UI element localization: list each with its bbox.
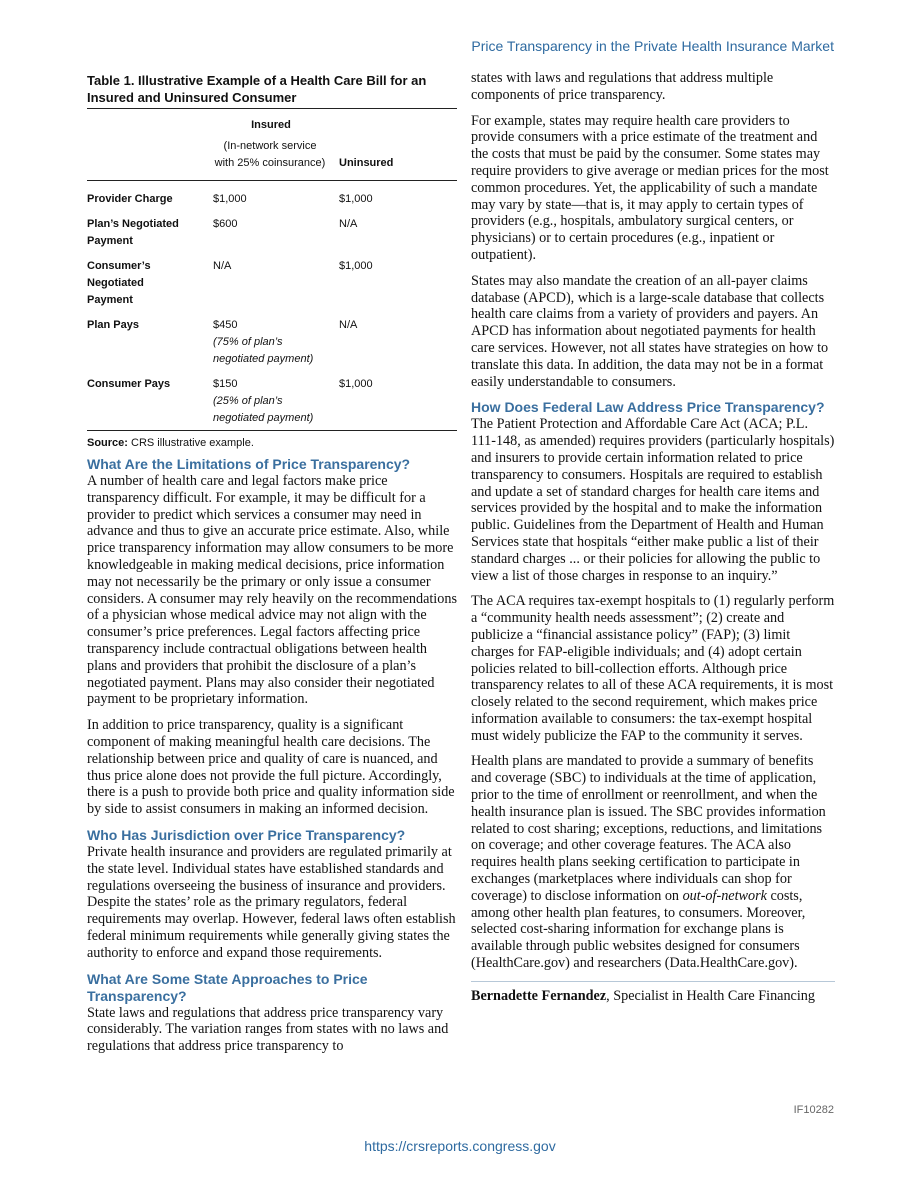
footer-url[interactable]: https://crsreports.congress.gov (364, 1138, 556, 1154)
heading-state-approaches: What Are Some State Approaches to Price Transparency? (87, 970, 368, 1004)
table-title: Table 1. Illustrative Example of a Health Care Bill for an Insured and Uninsured Consumer (87, 72, 457, 109)
document-id: IF10282 (793, 1104, 834, 1116)
author-signature: Bernadette Fernandez, Specialist in Health Care Financing (471, 987, 815, 1004)
table-row: Consumer’s Negotiated Payment N/A $1,000 (87, 260, 373, 306)
bill-table (87, 109, 457, 431)
table-source: Source: CRS illustrative example. (87, 437, 254, 449)
paragraph: Health plans are mandated to provide a summary of benefits and coverage (SBC) to individuals at the time of application, prior to the time of enrollment or reenrollment, and when the health insurance plan is issued. The SBC provides information related to cost sharing; exceptions, reductions, and limitations on coverage; and other coverage features. The ACA also requires health plans seeking certification to participate in exchanges (marketplaces where individuals can shop for coverage) to disclose information on out-of-network costs, among other health plan features, to consumers. Moreover, selected cost-sharing information for exchange plans is available through public websites designed for consumers (HealthCare.gov) and researchers (Data.HealthCare.gov). (471, 753, 826, 972)
paragraph: States may also mandate the creation of an all-payer claims database (APCD), which is a large-scale database that collects health care claims from a variety of providers and payers. An APCD has information about negotiated payments for health care services. However, not all states have strategies on how to translate this data. In addition, the data may not be in a format easily understandable to consumers. (471, 272, 829, 390)
paragraph: State laws and regulations that address price transparency vary considerably. The variation ranges from states with no laws and regulations that address price transparency to (87, 1004, 449, 1055)
table-row: Provider Charge $1,000 $1,000 (87, 193, 373, 205)
table-row: Plan Pays $450 (75% of plan’s negotiated payment) N/A (87, 319, 358, 365)
heading-limitations: What Are the Limitations of Price Transparency? (87, 456, 411, 472)
left-column (87, 70, 457, 1064)
paragraph: A number of health care and legal factors make price transparency difficult. For example, it may be difficult for a provider to predict which services a consumer may need in advance and thus to give an accurate price estimate. Also, while price transparency information may allow consumers to be more knowledgeable in making medical decisions, price information may not necessarily be the primary or only issue a consumer considers. A consumer may rely heavily on the recommendations of a physician whose medical advice may not align with the consumer’s price preferences. Legal factors affecting price transparency include contractual obligations between health plans and providers that prohibit the disclosure of a plan’s negotiated payment. Plans may also consider their negotiated payment to be proprietary information. (87, 473, 457, 708)
running-header: Price Transparency in the Private Health Insurance Market (471, 38, 834, 54)
col-header-insured-note: (In-network service with 25% coinsurance) (214, 140, 326, 169)
col-header-insured: Insured (251, 119, 291, 131)
paragraph: The Patient Protection and Affordable Care Act (ACA; P.L. 111-148, as amended) requires providers (particularly hospitals) and insurers to provide certain information related to price transparency to consumers. Hospitals are required to establish and update a set of standard charges for health care items and services provided by the hospital and to make the information public. Guidelines from the Department of Health and Human Services state that hospitals “either make public a list of their standard charges ... or their policies for allowing the public to view a list of those charges in response to an inquiry.” (471, 416, 835, 584)
paragraph: The ACA requires tax-exempt hospitals to (1) regularly perform a “community health needs assessment”; (2) create and publicize a “financial assistance policy” (FAP); (3) limit charges for FAP-eligible individuals; and (4) adopt certain policies related to bill-collection efforts. Although price transparency relates to all of these ACA requirements, it is most closely related to the second requirement, which makes price information available to consumers: the tax-exempt hospital must widely publicize the FAP to the community it serves. (471, 593, 835, 744)
table-row: Plan’s Negotiated Payment $600 N/A (87, 218, 358, 247)
table-row: Consumer Pays $150 (25% of plan’s negotiated payment) $1,000 (87, 378, 373, 424)
paragraph: In addition to price transparency, quality is a significant component of making meaningful health care decisions. The relationship between price and quality of care is nuanced, and thus price alone does not provide the full picture. Accordingly, there is a push to provide both price and quality information side by side to assist consumers in making an informed decision. (87, 717, 455, 818)
right-column (471, 70, 835, 1014)
heading-federal-law: How Does Federal Law Address Price Transparency? (471, 399, 825, 416)
col-header-uninsured: Uninsured (339, 157, 394, 169)
paragraph: For example, states may require health care providers to provide consumers with a price estimate of the treatment and the costs that must be paid by the consumer. Some states may require providers to give average or median prices for the most common procedures. Yet, the applicability of such a mandate may vary by state—that is, it may apply to certain types of providers (e.g., hospitals, ambulatory surgical centers, or physicians) or to certain procedures (e.g., inpatient or outpatient). (471, 112, 829, 263)
paragraph: Private health insurance and providers are regulated primarily at the state level. Individual states have established standards and regulations overseeing the business of insurance and providers. Despite the states’ role as the primary regulators, federal requirements may overlap. However, federal laws often establish federal minimum requirements while generally giving states the authority to enforce and expand those requirements. (87, 843, 456, 961)
paragraph: states with laws and regulations that address multiple components of price transparency. (471, 70, 774, 103)
heading-jurisdiction: Who Has Jurisdiction over Price Transparency? (87, 826, 406, 843)
divider (471, 981, 835, 982)
